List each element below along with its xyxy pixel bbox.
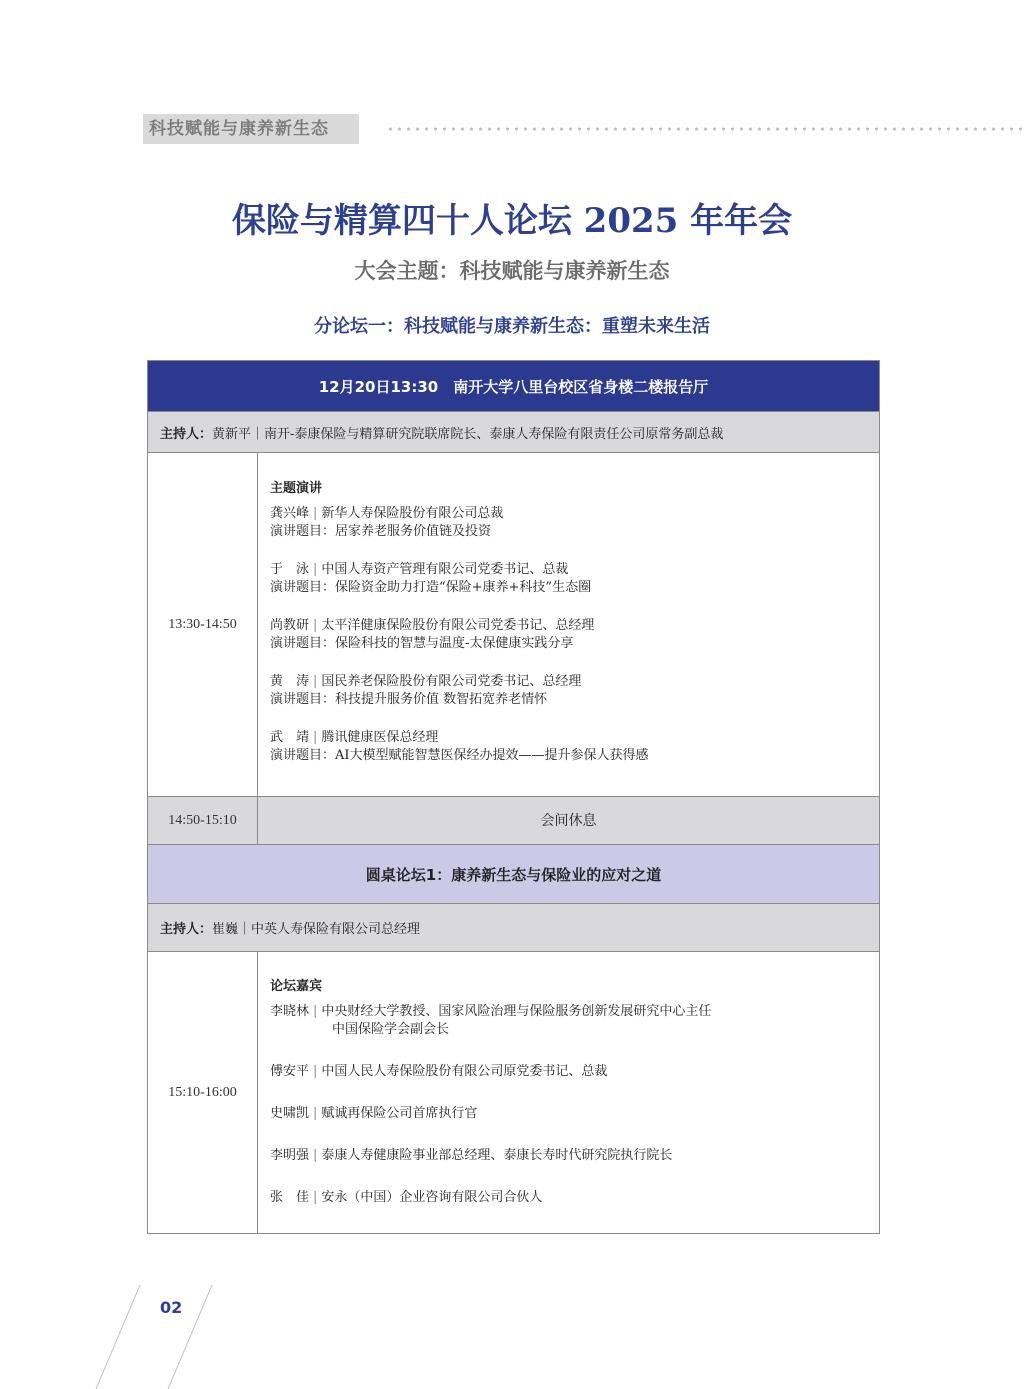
host-text: 黄新平｜南开-泰康保险与精算研究院联席院长、泰康人寿保险有限责任公司原常务副总裁 [212,426,724,442]
keynote-content [258,453,879,796]
break-time: 14:50-15:10 [148,797,258,844]
break-label: 会间休息 [540,812,597,829]
speaker-org: 太平洋健康保险股份有限公司党委书记、总经理 [321,618,595,633]
guest-org: 安永（中国）企业咨询有限公司合伙人 [321,1190,543,1205]
talk-topic: 演讲题目：居家养老服务价值链及投资 [270,524,492,539]
separator: | [313,674,318,689]
keynote-time: 13:30-14:50 [148,453,258,796]
schedule-table [147,360,880,1234]
guest-org: 中央财经大学教授、国家风险治理与保险服务创新发展研究中心主任 [321,1004,712,1019]
separator: | [313,1004,318,1019]
keynote-row [148,452,879,796]
host-text: 崔巍｜中英人寿保险有限公司总经理 [212,922,421,937]
guest-name: 史啸凯 [270,1106,310,1121]
panel-row [148,951,879,1233]
speaker-name: 黄 涛 [270,674,310,689]
separator: | [313,562,318,577]
page-title: 保险与精算四十人论坛 2025 年年会 [231,201,793,241]
host-row [148,903,879,951]
guest-org-secondary: 中国保险学会副会长 [332,1022,450,1037]
talk-topic: 演讲题目：保险科技的智慧与温度-太保健康实践分享 [270,636,574,651]
host-row [148,411,879,452]
speaker-name: 尚教研 [270,618,310,633]
guest-name: 李晓林 [270,1004,310,1019]
guest-name: 傅安平 [270,1064,310,1079]
separator: | [313,506,318,521]
roundtable-banner: 圆桌论坛1：康养新生态与保险业的应对之道 [148,844,879,903]
talk-topic: 演讲题目：科技提升服务价值 数智拓宽养老情怀 [270,692,548,707]
panel-time: 15:10-16:00 [148,952,258,1233]
talk-item [270,561,879,597]
separator: | [313,730,318,745]
speaker-org: 新华人寿保险股份有限公司总裁 [321,506,504,521]
panel-heading: 论坛嘉宾 [270,979,323,994]
conference-theme: 大会主题：科技赋能与康养新生态 [354,259,670,283]
guest-item [270,1189,879,1207]
host-label: 主持人： [160,922,213,937]
guest-org: 中国人民人寿保险股份有限公司原党委书记、总裁 [321,1064,608,1079]
break-row [148,796,879,844]
separator: | [313,1106,318,1121]
speaker-org: 中国人寿资产管理有限公司党委书记、总裁 [321,562,569,577]
guest-org: 泰康人寿健康险事业部总经理、泰康长寿时代研究院执行院长 [321,1148,673,1163]
talk-item [270,729,879,765]
separator: | [313,1064,318,1079]
talk-topic: 演讲题目：保险资金助力打造“保险+康养+科技”生态圈 [270,580,592,595]
keynote-heading: 主题演讲 [270,481,323,496]
guest-org: 赋诚再保险公司首席执行官 [321,1106,478,1121]
subforum-title: 分论坛一：科技赋能与康养新生态：重塑未来生活 [314,316,710,337]
speaker-name: 于 泳 [270,562,310,577]
guest-name: 张 佳 [270,1190,310,1205]
talk-topic: 演讲题目：AI大模型赋能智慧医保经办提效——提升参保人获得感 [270,748,649,763]
talk-item [270,505,879,541]
guest-name: 李明强 [270,1148,310,1163]
speaker-org: 国民养老保险股份有限公司党委书记、总经理 [321,674,582,689]
talk-item [270,673,879,709]
speaker-org: 腾讯健康医保总经理 [321,730,439,745]
page-number: 02 [160,1298,183,1317]
speaker-name: 龚兴峰 [270,506,310,521]
separator: | [313,618,318,633]
guest-item [270,1147,879,1165]
separator: | [313,1190,318,1205]
guest-item [270,1003,879,1039]
guest-item [270,1063,879,1081]
schedule-banner: 12月20日13:30 南开大学八里台校区省身楼二楼报告厅 [148,361,879,411]
header-dotted-rule [386,127,1024,131]
page-corner-decoration [88,1285,228,1389]
panel-content [258,952,879,1233]
speaker-name: 武 靖 [270,730,310,745]
host-label: 主持人： [160,426,213,442]
talk-item [270,617,879,653]
header-section-tag: 科技赋能与康养新生态 [143,114,359,144]
separator: | [313,1148,318,1163]
guest-item [270,1105,879,1123]
